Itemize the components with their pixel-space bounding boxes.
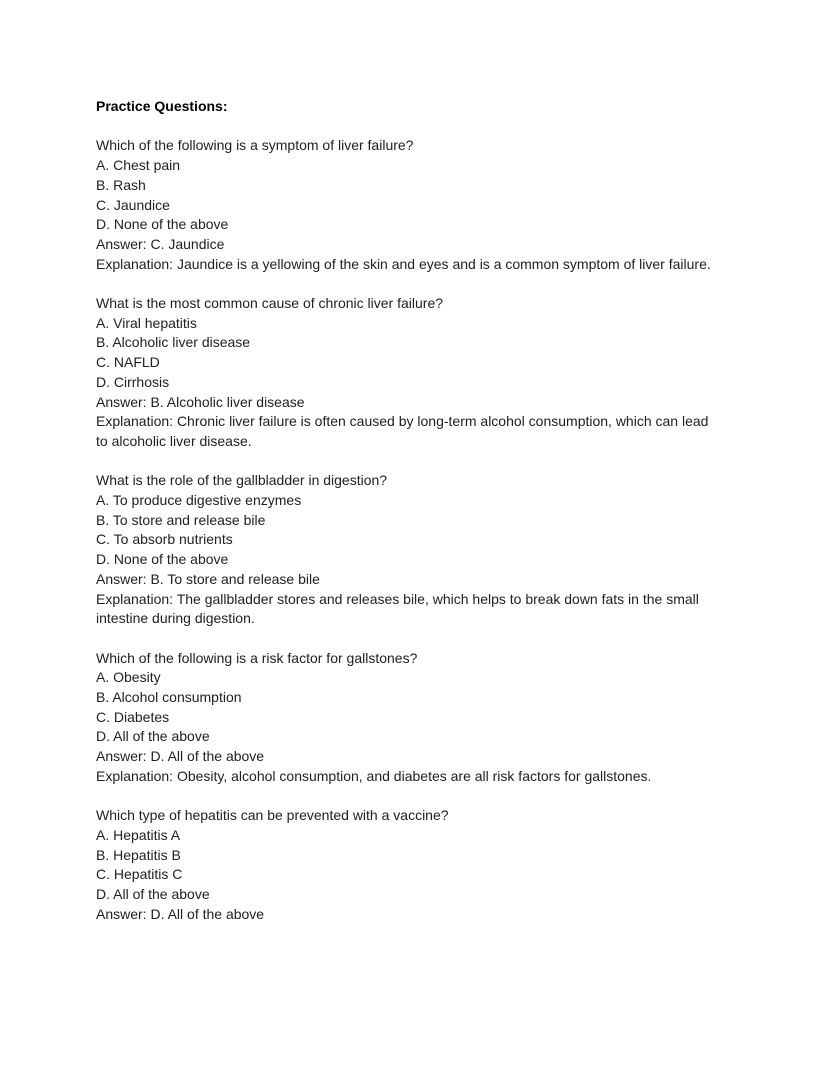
- section-spacer: [96, 274, 720, 294]
- option-b: B. Rash: [96, 176, 146, 193]
- question-block: [96, 649, 720, 787]
- explanation-text: Explanation: Obesity, alcohol consumption, and diabetes are all risk factors for gallstones.: [96, 767, 652, 784]
- question-text: Which of the following is a risk factor for gallstones?: [96, 649, 418, 666]
- section-spacer: [96, 787, 720, 807]
- question-text: Which of the following is a symptom of liver failure?: [96, 137, 414, 154]
- section-spacer: [96, 452, 720, 472]
- question-text: Which type of hepatitis can be prevented with a vaccine?: [96, 807, 449, 824]
- answer-text: Answer: D. All of the above: [96, 905, 265, 922]
- page-title: Practice Questions:: [96, 98, 228, 114]
- option-c: C. To absorb nutrients: [96, 531, 233, 548]
- document-content: [96, 97, 720, 924]
- answer-text: Answer: D. All of the above: [96, 748, 265, 765]
- option-b: B. Alcoholic liver disease: [96, 334, 251, 351]
- explanation-text: Explanation: Jaundice is a yellowing of the skin and eyes and is a common symptom of liver failure.: [96, 255, 711, 272]
- option-c: C. Diabetes: [96, 708, 170, 725]
- section-spacer: [96, 629, 720, 649]
- option-a: A. Chest pain: [96, 157, 181, 174]
- answer-text: Answer: B. Alcoholic liver disease: [96, 393, 305, 410]
- option-b: B. Alcohol consumption: [96, 689, 242, 706]
- option-d: D. Cirrhosis: [96, 373, 170, 390]
- explanation-text: Explanation: Chronic liver failure is often caused by long-term alcohol consumption, which can lead to alcoholic liver disease.: [96, 413, 713, 449]
- question-block: [96, 806, 720, 924]
- option-a: A. Hepatitis A: [96, 826, 181, 843]
- option-b: B. To store and release bile: [96, 511, 266, 528]
- option-d: D. All of the above: [96, 728, 210, 745]
- answer-text: Answer: B. To store and release bile: [96, 570, 320, 587]
- option-c: C. Jaundice: [96, 196, 170, 213]
- question-block: [96, 294, 720, 452]
- option-a: A. Obesity: [96, 669, 161, 686]
- option-c: C. Hepatitis C: [96, 866, 183, 883]
- option-b: B. Hepatitis B: [96, 846, 181, 863]
- explanation-text: Explanation: The gallbladder stores and releases bile, which helps to break down fats in the small intestine during digestion.: [96, 590, 703, 627]
- option-d: D. All of the above: [96, 886, 210, 903]
- option-d: D. None of the above: [96, 551, 229, 568]
- option-a: A. To produce digestive enzymes: [96, 492, 302, 509]
- question-text: What is the role of the gallbladder in digestion?: [96, 472, 388, 489]
- option-c: C. NAFLD: [96, 354, 160, 371]
- question-text: What is the most common cause of chronic liver failure?: [96, 295, 444, 311]
- question-block: [96, 471, 720, 629]
- answer-text: Answer: C. Jaundice: [96, 235, 225, 252]
- question-block: [96, 136, 720, 274]
- section-spacer: [96, 117, 720, 137]
- option-a: A. Viral hepatitis: [96, 314, 197, 331]
- option-d: D. None of the above: [96, 216, 229, 233]
